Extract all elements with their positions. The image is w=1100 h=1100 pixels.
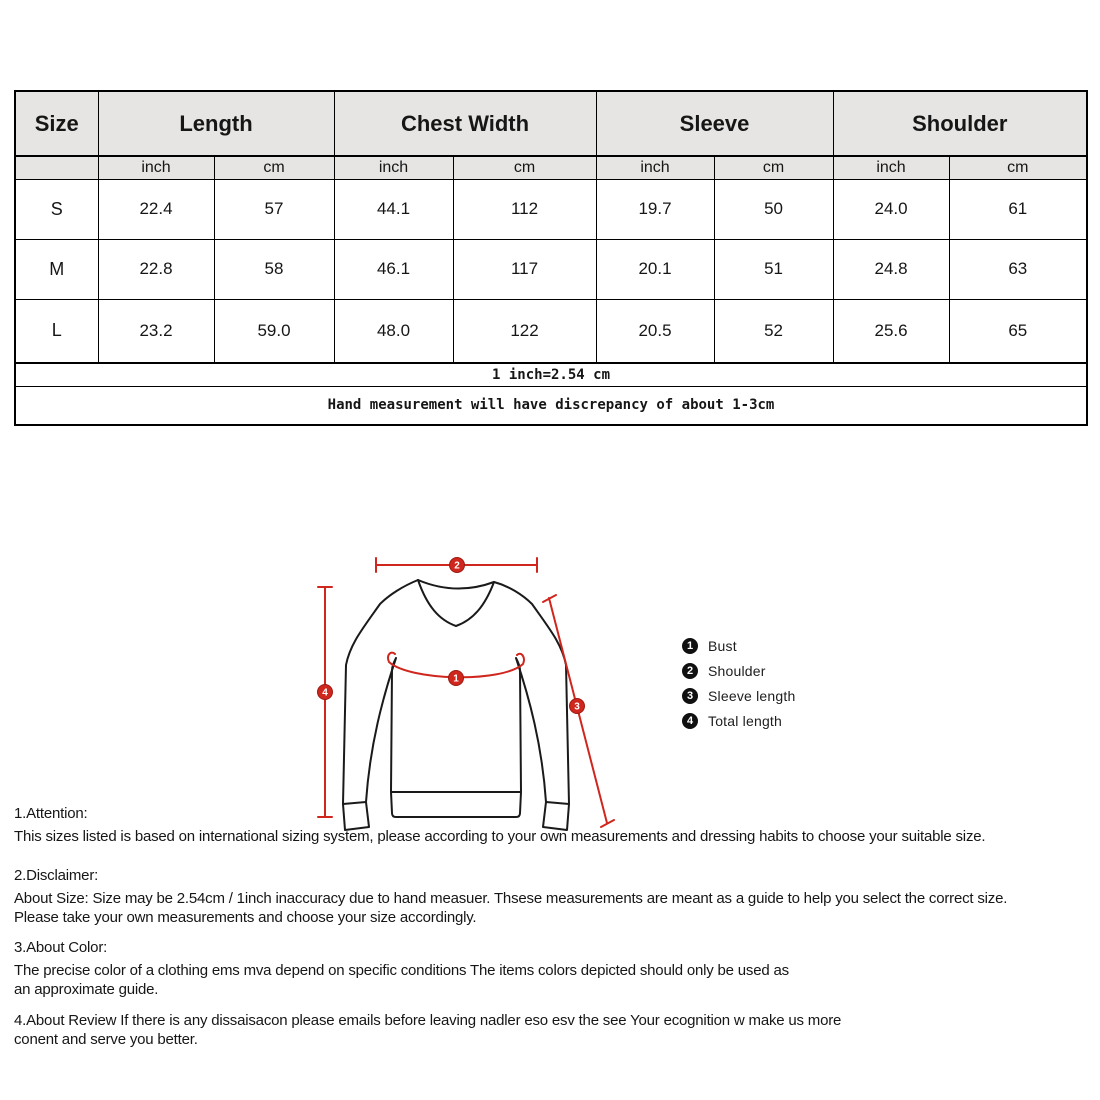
cell-value: 44.1 <box>334 179 453 239</box>
cell-value: 46.1 <box>334 239 453 299</box>
unit-header: cm <box>453 156 596 179</box>
measurement-legend <box>682 638 795 738</box>
col-header-length: Length <box>98 91 334 156</box>
unit-header-blank <box>15 156 98 179</box>
section-line: This sizes listed is based on international sizing system, please according to your own measurements and dressing habits to choose your suitable size. <box>14 828 986 845</box>
table-note-inch-conversion <box>15 363 1087 386</box>
section-line: About Size: Size may be 2.54cm / 1inch inaccuracy due to hand measuer. Thsese measurements are meant as a guide to help you select the correct size. <box>14 890 1008 907</box>
marker-4-number: 4 <box>322 687 328 699</box>
section-about-review <box>14 1011 1089 1049</box>
section-line: Please take your own measurements and choose your size accordingly. <box>14 909 477 926</box>
cell-value: 63 <box>949 239 1087 299</box>
col-header-size: Size <box>15 91 98 156</box>
section-line: 4.About Review If there is any dissaisacon please emails before leaving nadler eso esv the see Your ecognition w make us more <box>14 1012 842 1029</box>
section-line: conent and serve you better. <box>14 1031 198 1048</box>
note-text: Hand measurement will have discrepancy of about 1-3cm <box>15 386 1087 425</box>
legend-item-total-length <box>682 713 795 729</box>
cell-value: 112 <box>453 179 596 239</box>
table-unit-header-row <box>15 156 1087 179</box>
section-line: The precise color of a clothing ems mva depend on specific conditions The items colors depicted should only be used as <box>14 962 789 979</box>
cell-value: 24.0 <box>833 179 949 239</box>
legend-item-sleeve-length <box>682 688 795 704</box>
unit-header: inch <box>98 156 214 179</box>
cell-value: 58 <box>214 239 334 299</box>
cell-value: 122 <box>453 299 596 363</box>
cell-value: 25.6 <box>833 299 949 363</box>
section-attention <box>14 804 1089 846</box>
cell-value: 59.0 <box>214 299 334 363</box>
cell-value: 51 <box>714 239 833 299</box>
cell-value: 57 <box>214 179 334 239</box>
cell-value: 52 <box>714 299 833 363</box>
note-text: 1 inch=2.54 cm <box>15 363 1087 386</box>
sweater-outline <box>343 580 569 830</box>
total-length-measure-line <box>318 587 332 817</box>
legend-item-bust <box>682 638 795 654</box>
cell-value: 117 <box>453 239 596 299</box>
cell-value: 65 <box>949 299 1087 363</box>
sweater-measurement-diagram <box>300 545 640 845</box>
cell-value: 23.2 <box>98 299 214 363</box>
col-header-shoulder: Shoulder <box>833 91 1087 156</box>
section-heading: 2.Disclaimer: <box>14 867 99 884</box>
unit-header: inch <box>334 156 453 179</box>
table-row-size-m <box>15 239 1087 299</box>
size-label: S <box>15 179 98 239</box>
section-disclaimer <box>14 866 1089 927</box>
col-header-sleeve: Sleeve <box>596 91 833 156</box>
unit-header: cm <box>214 156 334 179</box>
section-heading: 3.About Color: <box>14 939 108 956</box>
legend-number-badge: 2 <box>682 663 698 679</box>
cell-value: 19.7 <box>596 179 714 239</box>
unit-header: cm <box>714 156 833 179</box>
cell-value: 48.0 <box>334 299 453 363</box>
marker-3-number: 3 <box>574 701 580 713</box>
section-line: an approximate guide. <box>14 981 159 998</box>
legend-label: Total length <box>708 713 783 729</box>
table-row-size-l <box>15 299 1087 363</box>
cell-value: 22.4 <box>98 179 214 239</box>
cell-value: 20.5 <box>596 299 714 363</box>
legend-number-badge: 1 <box>682 638 698 654</box>
cell-value: 61 <box>949 179 1087 239</box>
col-header-chest-width: Chest Width <box>334 91 596 156</box>
legend-label: Shoulder <box>708 663 766 679</box>
unit-header: inch <box>596 156 714 179</box>
cell-value: 20.1 <box>596 239 714 299</box>
legend-label: Bust <box>708 638 737 654</box>
marker-2-number: 2 <box>454 560 460 572</box>
section-about-color <box>14 938 1089 999</box>
unit-header: inch <box>833 156 949 179</box>
legend-number-badge: 4 <box>682 713 698 729</box>
size-chart-table <box>14 90 1088 426</box>
table-note-hand-measurement <box>15 386 1087 425</box>
legend-item-shoulder <box>682 663 795 679</box>
size-label: M <box>15 239 98 299</box>
legend-label: Sleeve length <box>708 688 796 704</box>
unit-header: cm <box>949 156 1087 179</box>
table-group-header-row <box>15 91 1087 156</box>
cell-value: 50 <box>714 179 833 239</box>
legend-number-badge: 3 <box>682 688 698 704</box>
cell-value: 24.8 <box>833 239 949 299</box>
table-row-size-s <box>15 179 1087 239</box>
marker-1-number: 1 <box>453 673 459 685</box>
size-label: L <box>15 299 98 363</box>
cell-value: 22.8 <box>98 239 214 299</box>
section-heading: 1.Attention: <box>14 805 88 822</box>
